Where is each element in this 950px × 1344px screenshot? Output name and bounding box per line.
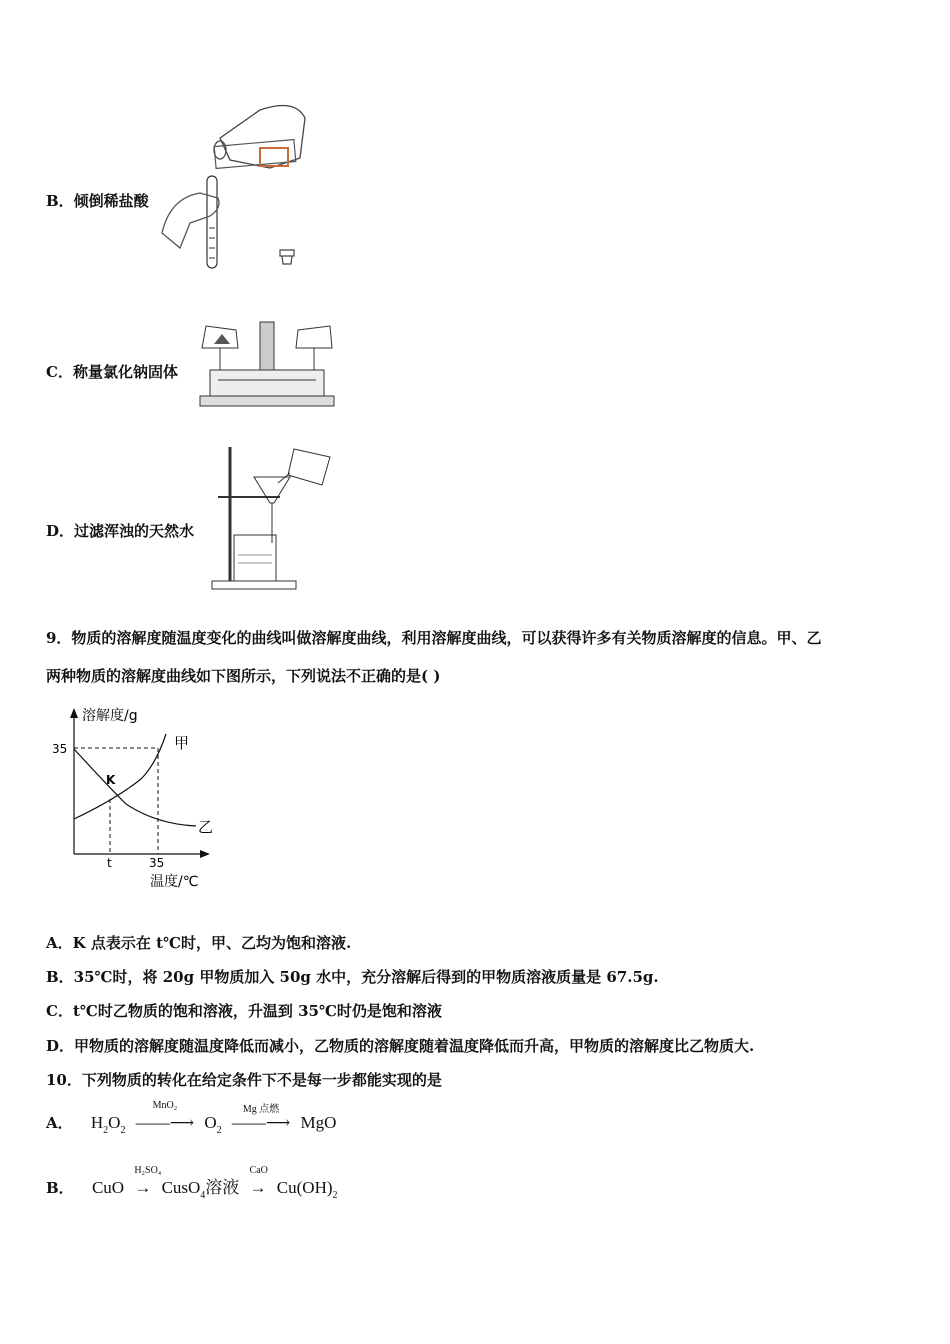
pouring-acid-illustration (160, 98, 320, 273)
q10-stem: 10．下列物质的转化在给定条件下不是每一步都能实现的是 (46, 1071, 442, 1089)
option-d-label: D．过滤浑浊的天然水 (46, 522, 195, 540)
q9-option-d: D．甲物质的溶解度随温度降低而减小，乙物质的溶解度随着温度降低而升高，甲物质的溶解度比乙物质大. (46, 1037, 755, 1055)
solubility-chart (46, 704, 221, 894)
q9-option-b: B．35℃时，将 20g 甲物质加入 50g 水中，充分溶解后得到的甲物质溶液质量是 67.5g. (46, 968, 659, 986)
q9-stem-line2: 两种物质的溶解度曲线如下图所示，下列说法不正确的是( ) (46, 667, 441, 685)
q9-option-a: A．K 点表示在 t℃时，甲、乙均为饱和溶液. (46, 934, 352, 952)
series-yi-curve (74, 749, 196, 826)
cu-oh-2: $Cu(OH)_2$ (276, 1178, 338, 1201)
balance-illustration (198, 320, 338, 410)
x-tick-t: t (107, 856, 112, 870)
q9-stem-line1: 9．物质的溶解度随温度变化的曲线叫做溶解度曲线，利用溶解度曲线，可以获得许多有关物质溶解度的信息。甲、乙 (46, 629, 822, 647)
h2o2: $H_2O_2$ (90, 1113, 126, 1136)
series-jia-label: 甲 (174, 734, 190, 752)
series-jia-curve (74, 734, 166, 819)
q10-option-b-label: B． (46, 1179, 74, 1197)
point-k-label: K (106, 773, 116, 787)
filtration-illustration (210, 443, 340, 593)
reaction-arrow-2: Mg 点燃 ——⟶ (231, 1104, 291, 1132)
q10-option-a-label: A． (46, 1114, 73, 1132)
reaction-arrow-4: CaO → (249, 1165, 268, 1197)
q10-option-b (46, 1165, 338, 1201)
x-axis-label: 温度/℃ (150, 874, 199, 890)
cuso4-solution: CusO$_4$溶液 (161, 1178, 240, 1201)
mgo: MgO (300, 1113, 337, 1132)
y-axis-label: 溶解度/g (82, 708, 138, 724)
cuo: CuO (91, 1178, 125, 1197)
q9-option-c: C．t℃时乙物质的饱和溶液，升温到 35℃时仍是饱和溶液 (46, 1002, 442, 1020)
reaction-arrow-1: MnO₂ ——⟶ (135, 1100, 195, 1132)
series-yi-label: 乙 (198, 818, 214, 836)
x-tick-35: 35 (149, 856, 165, 870)
option-b-label: B．倾倒稀盐酸 (46, 192, 149, 210)
o2: $O_2$ (204, 1113, 222, 1136)
y-tick-35: 35 (52, 742, 68, 756)
q10-option-a (46, 1100, 337, 1136)
option-c-label: C．称量氯化钠固体 (46, 363, 178, 381)
reaction-arrow-3: H₂SO₄ → (134, 1165, 162, 1197)
